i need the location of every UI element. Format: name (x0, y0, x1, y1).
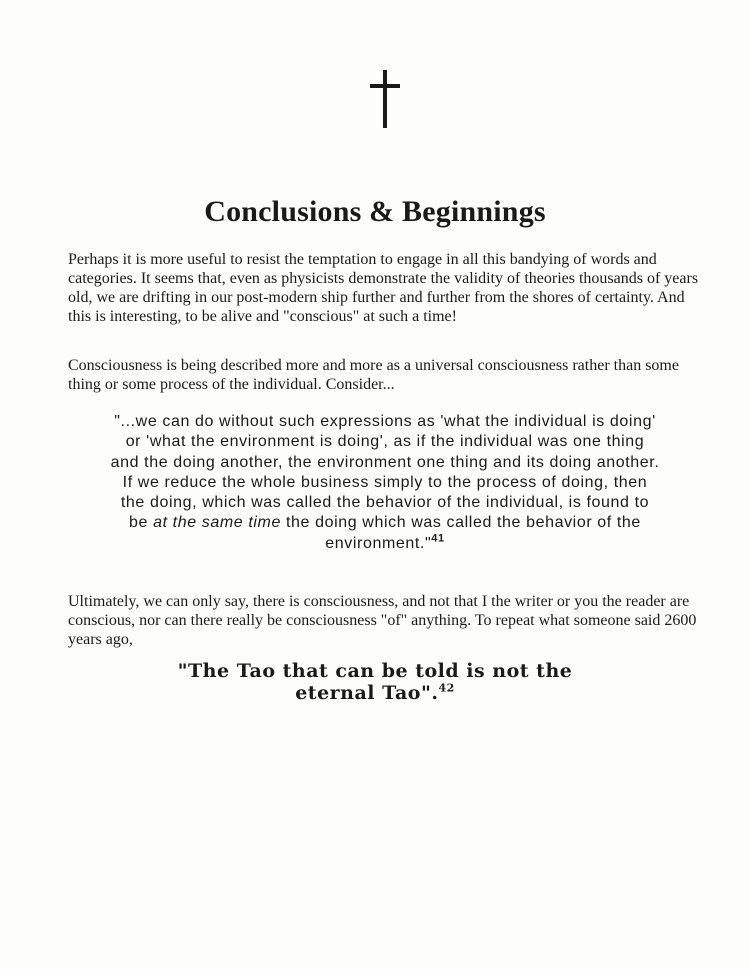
tao-quote (0, 660, 750, 704)
quote-text-before: "...we can do without such expressions as 'what the individual is doing' or 'what the environment is doing', as if the individual was one thing and the doing another, the environment one thing and its doing another. If we reduce the whole business simply to the process of doing, then the doing, which was called the behavior of the individual, is found to be (110, 413, 660, 532)
tao-quote-line-2-wrap (0, 682, 750, 704)
footnote-41: 41 (431, 532, 445, 545)
cross-icon (370, 70, 400, 130)
tao-quote-line-1: "The Tao that can be told is not the (177, 660, 573, 682)
block-quote (110, 412, 660, 554)
paragraph-2: Consciousness is being described more and more as a universal consciousness rather than some thing or some process of the individual. Consider... (68, 357, 679, 393)
tao-quote-line-2: eternal Tao". (295, 682, 439, 704)
quote-emphasis: at the same time (153, 514, 281, 532)
paragraph-1: Perhaps it is more useful to resist the temptation to engage in all this bandying of words and categories. It seems that, even as physicists demonstrate the validity of theories thousands of years old, we are drifting in our post-modern ship further and further from the shores of certainty. And this is interesting, to be alive and "conscious" at such a time! (68, 251, 699, 325)
quote-text-after: the doing which was called the behavior of the environment." (280, 514, 641, 552)
paragraph-3: Ultimately, we can only say, there is consciousness, and not that I the writer or you the reader are conscious, nor can there really be consciousness "of" anything. To repeat what someone said 2600 years ago, (68, 593, 697, 648)
page-title: Conclusions & Beginnings (204, 195, 546, 229)
footnote-42: 42 (438, 681, 455, 695)
